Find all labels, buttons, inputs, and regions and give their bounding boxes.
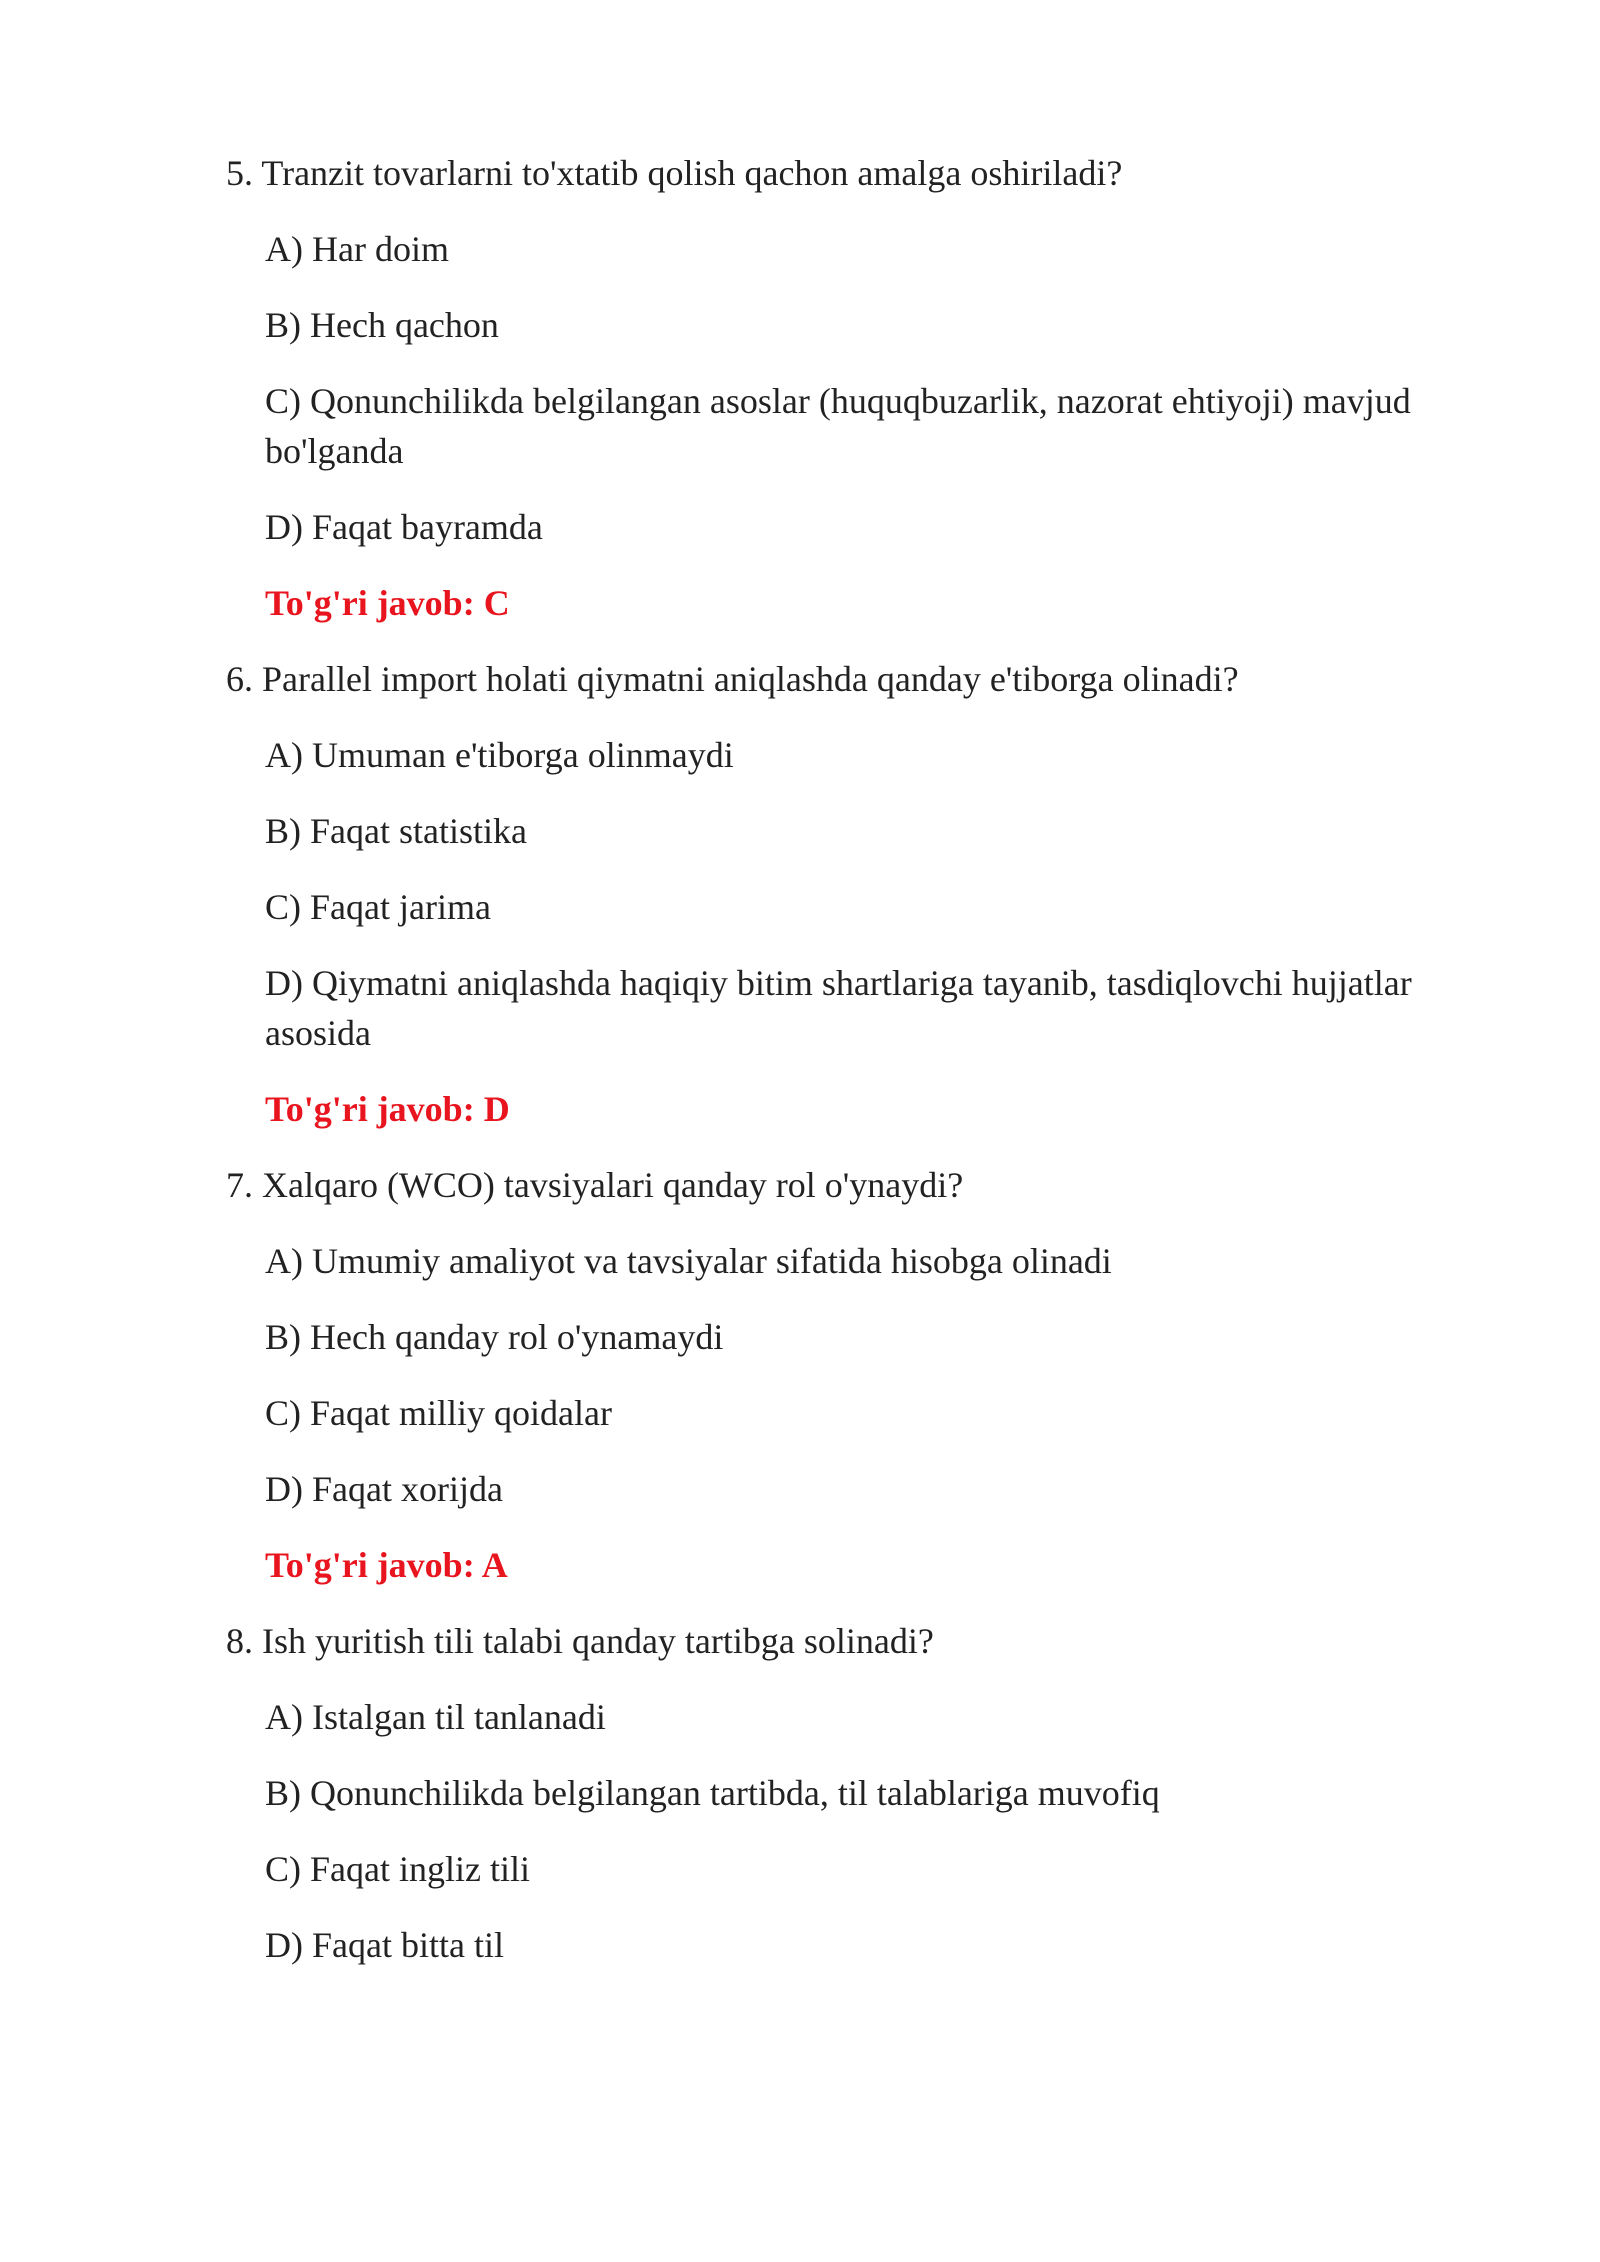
question-label: Parallel import holati qiymatni aniqlashda qanday e'tiborga olinadi? [262,659,1239,699]
option-c: C) Faqat milliy qoidalar [265,1393,612,1433]
option-d: D) Faqat xorijda [265,1469,503,1509]
question-text [226,654,1476,704]
quiz-content [226,148,1476,1996]
correct-answer: To'g'ri javob: C [265,583,510,623]
options-list [265,1692,1476,1970]
option-b: B) Hech qanday rol o'ynamaydi [265,1317,724,1357]
question-block [226,1160,1476,1590]
question-number: 5. [226,153,253,193]
correct-answer: To'g'ri javob: D [265,1089,510,1129]
question-label: Xalqaro (WCO) tavsiyalari qanday rol o'ynaydi? [262,1165,964,1205]
option-b: B) Hech qachon [265,305,499,345]
question-text [226,1160,1476,1210]
option-a: A) Umumiy amaliyot va tavsiyalar sifatida hisobga olinadi [265,1241,1112,1281]
question-number: 7. [226,1165,253,1205]
correct-answer: To'g'ri javob: A [265,1545,508,1585]
question-label: Ish yuritish tili talabi qanday tartibga solinadi? [262,1621,934,1661]
option-b: B) Faqat statistika [265,811,527,851]
option-a: A) Har doim [265,229,449,269]
options-list [265,1236,1476,1514]
option-c: C) Faqat ingliz tili [265,1849,530,1889]
question-block [226,654,1476,1134]
question-text [226,1616,1476,1666]
option-b: B) Qonunchilikda belgilangan tartibda, til talablariga muvofiq [265,1773,1160,1813]
options-list [265,730,1476,1058]
option-d: D) Faqat bitta til [265,1925,504,1965]
question-block [226,148,1476,628]
option-a: A) Istalgan til tanlanadi [265,1697,606,1737]
question-block [226,1616,1476,1970]
option-a: A) Umuman e'tiborga olinmaydi [265,735,734,775]
option-d: D) Qiymatni aniqlashda haqiqiy bitim shartlariga tayanib, tasdiqlovchi hujjatlar asosida [265,963,1412,1053]
option-c: C) Qonunchilikda belgilangan asoslar (huquqbuzarlik, nazorat ehtiyoji) mavjud bo'lganda [265,381,1411,471]
question-number: 6. [226,659,253,699]
question-text [226,148,1476,198]
option-d: D) Faqat bayramda [265,507,543,547]
option-c: C) Faqat jarima [265,887,491,927]
question-number: 8. [226,1621,253,1661]
options-list [265,224,1476,552]
question-label: Tranzit tovarlarni to'xtatib qolish qachon amalga oshiriladi? [261,153,1123,193]
